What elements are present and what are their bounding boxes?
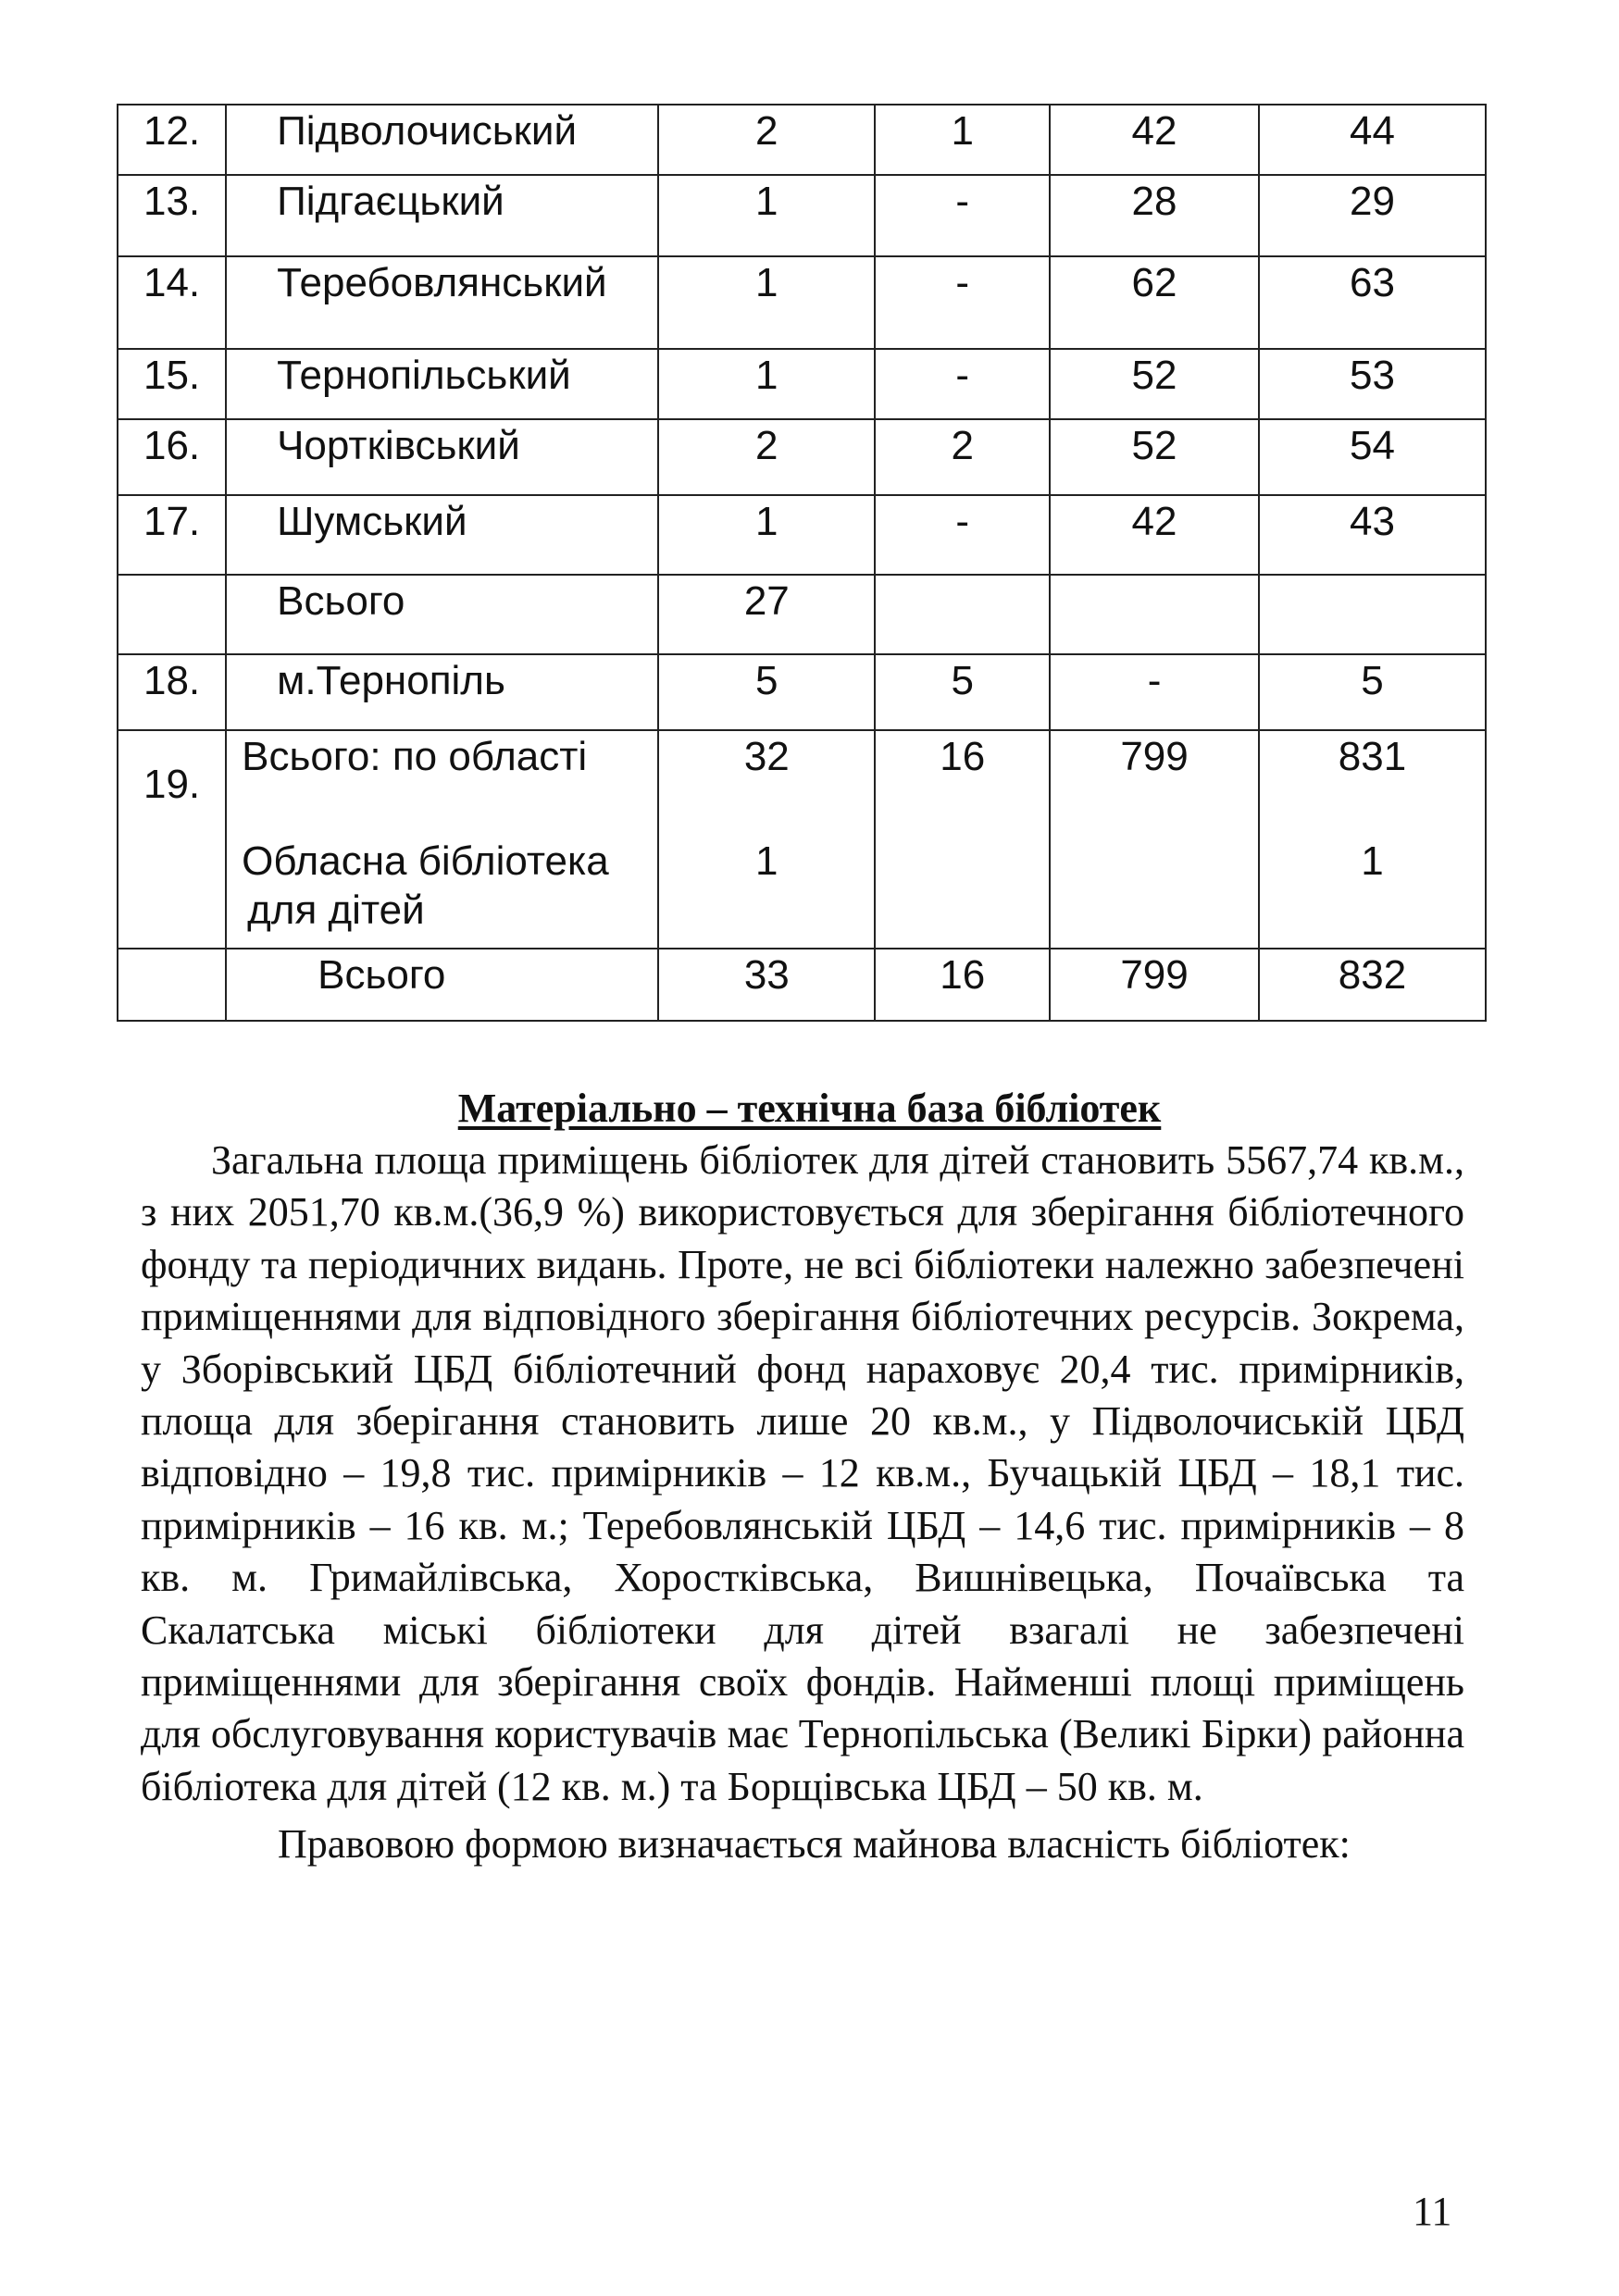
- region-names: [226, 730, 658, 949]
- value-cell: 28: [1050, 175, 1259, 256]
- region-value: 32: [743, 734, 790, 779]
- value-cell: 44: [1259, 105, 1486, 175]
- total-label: Всього: [226, 949, 658, 1021]
- region-value: 16: [940, 734, 986, 779]
- value-cell: 52: [1050, 349, 1259, 419]
- value-cell: 1: [658, 495, 875, 575]
- value-cell: [1050, 575, 1259, 654]
- row-number: 17.: [118, 495, 226, 575]
- value-cell: 5: [658, 654, 875, 730]
- value-cell: -: [875, 256, 1050, 349]
- oblast-library-value: 1: [1361, 838, 1384, 884]
- region-value: 799: [1120, 734, 1189, 779]
- oblast-library-value: 1: [755, 838, 778, 884]
- body-text: [141, 1135, 1464, 1871]
- value-cell: 42: [1050, 495, 1259, 575]
- city-name: м.Тернопіль: [226, 654, 658, 730]
- district-name: Підгаєцький: [226, 175, 658, 256]
- row-number: 18.: [118, 654, 226, 730]
- value-cell: 53: [1259, 349, 1486, 419]
- value-cell: 1: [658, 256, 875, 349]
- value-cell: 2: [658, 419, 875, 495]
- value-cell: 5: [875, 654, 1050, 730]
- value-cell: 2: [875, 419, 1050, 495]
- region-total-label: Всього: по області: [242, 734, 588, 779]
- row-number: [118, 575, 226, 654]
- row-number: 12.: [118, 105, 226, 175]
- value-cell: -: [1050, 654, 1259, 730]
- value-cell: [1050, 730, 1259, 949]
- value-cell: 1: [658, 349, 875, 419]
- value-cell: 27: [658, 575, 875, 654]
- oblast-library-label: Обласна бібліотека: [242, 838, 609, 884]
- value-cell: 832: [1259, 949, 1486, 1021]
- value-cell: [1259, 730, 1486, 949]
- paragraph: Загальна площа приміщень бібліотек для дітей становить 5567,74 кв.м., з них 2051,70 кв.м.(36,9 %) використовується для зберігання бібліотечного фонду та періодичних видань. Проте, не всі бібліотеки належно забезпечені приміщеннями для відповідного зберігання бібліотечних ресурсів. Зокрема, у Зборівський ЦБД бібліотечний фонд нараховує 20,4 тис. примірників, площа для зберігання становить лише 20 кв.м., у Підволочиській ЦБД відповідно – 19,8 тис. примірників – 12 кв.м., Бучацькій ЦБД – 18,1 тис. примірників – 16 кв. м.; Теребовлянській ЦБД – 14,6 тис. примірників – 8 кв. м. Гримайлівська, Хоростківська, Вишнівецька, Почаївська та Скалатська міські бібліотеки для дітей взагалі не забезпечені приміщеннями для зберігання своїх фондів. Найменші площі приміщень для обслуговування користувачів має Тернопільська (Великі Бірки) районна бібліотека для дітей (12 кв. м.) та Борщівська ЦБД – 50 кв. м.: [141, 1137, 1464, 1809]
- subtotal-row: [118, 575, 1486, 654]
- value-cell: -: [875, 495, 1050, 575]
- value-cell: 63: [1259, 256, 1486, 349]
- region-value: 831: [1338, 734, 1407, 779]
- value-cell: 1: [658, 175, 875, 256]
- section-title: Матеріально – технічна база бібліотек: [457, 1086, 1162, 1131]
- value-cell: [1259, 575, 1486, 654]
- row-number: 14.: [118, 256, 226, 349]
- region-row: [118, 730, 1486, 949]
- district-name: Чортківський: [226, 419, 658, 495]
- district-name: Шумський: [226, 495, 658, 575]
- district-name: Теребовлянський: [226, 256, 658, 349]
- value-cell: 799: [1050, 949, 1259, 1021]
- table-row: [118, 256, 1486, 349]
- table-row: [118, 175, 1486, 256]
- value-cell: 29: [1259, 175, 1486, 256]
- value-cell: 33: [658, 949, 875, 1021]
- total-row: [118, 949, 1486, 1021]
- table-row: [118, 654, 1486, 730]
- oblast-library-label-cont: для дітей: [247, 887, 425, 933]
- value-cell: -: [875, 349, 1050, 419]
- value-cell: [875, 730, 1050, 949]
- value-cell: 5: [1259, 654, 1486, 730]
- value-cell: 43: [1259, 495, 1486, 575]
- value-cell: 16: [875, 949, 1050, 1021]
- row-number: 15.: [118, 349, 226, 419]
- value-cell: 62: [1050, 256, 1259, 349]
- page-number: 11: [1413, 2189, 1452, 2234]
- table-row: [118, 419, 1486, 495]
- row-number: 13.: [118, 175, 226, 256]
- row-number: 16.: [118, 419, 226, 495]
- table-row: [118, 349, 1486, 419]
- value-cell: [658, 730, 875, 949]
- value-cell: 42: [1050, 105, 1259, 175]
- value-cell: 54: [1259, 419, 1486, 495]
- value-cell: 2: [658, 105, 875, 175]
- table-row: [118, 495, 1486, 575]
- row-number: [118, 949, 226, 1021]
- subtotal-label: Всього: [226, 575, 658, 654]
- paragraph: Правовою формою визначається майнова власність бібліотек:: [278, 1821, 1351, 1868]
- libraries-table: [117, 104, 1487, 1022]
- table-row: [118, 105, 1486, 175]
- value-cell: -: [875, 175, 1050, 256]
- row-number: 19.: [118, 730, 226, 949]
- value-cell: 1: [875, 105, 1050, 175]
- value-cell: [875, 575, 1050, 654]
- district-name: Підволочиський: [226, 105, 658, 175]
- value-cell: 52: [1050, 419, 1259, 495]
- district-name: Тернопільський: [226, 349, 658, 419]
